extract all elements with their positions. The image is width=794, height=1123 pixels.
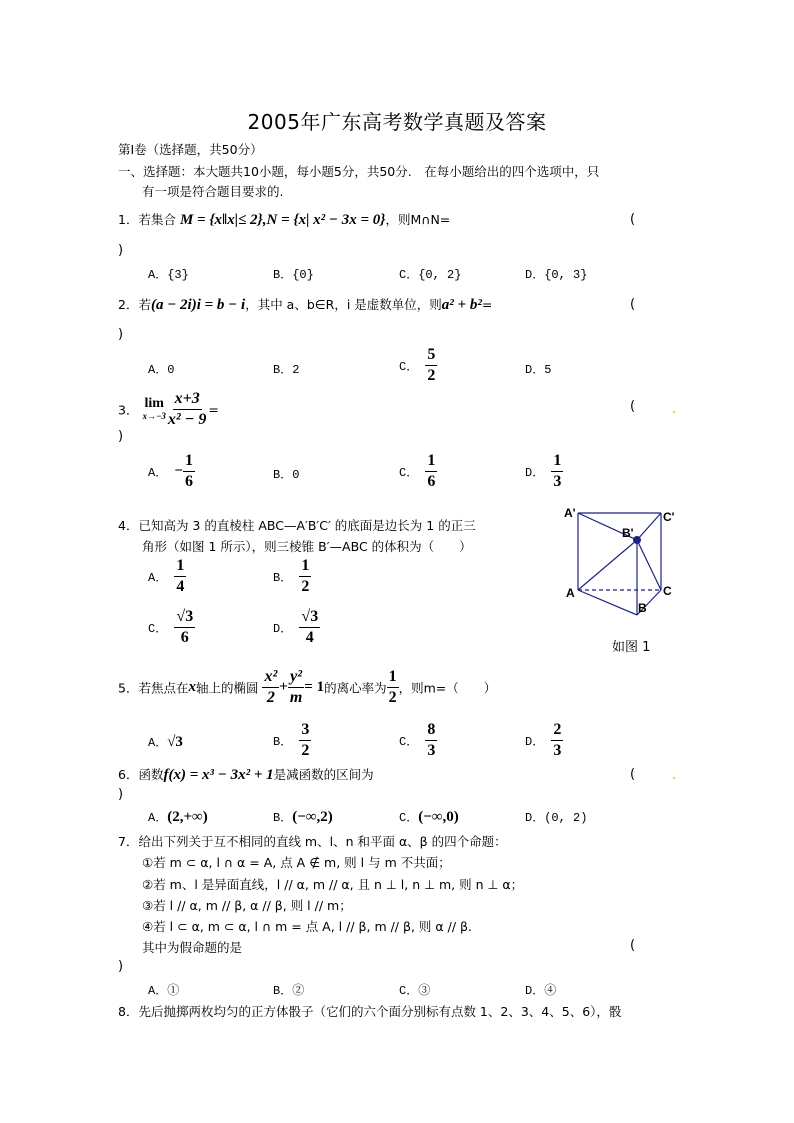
figure-caption: 如图 1 — [612, 640, 651, 655]
option-a[interactable]: A．√3 — [148, 734, 183, 750]
section-heading: 第Ⅰ卷（选择题，共50分） — [118, 142, 263, 157]
option-c[interactable]: C． $\frac{1}{6}$ — [399, 452, 436, 490]
question-2 — [118, 295, 492, 314]
option-b[interactable]: B．② — [273, 984, 305, 998]
question-7-prompt: 其中为假命题的是 — [142, 940, 243, 955]
fraction: $\frac{x+3}{\text{x² − 9}}$ — [167, 390, 207, 428]
question-text: 若集合 — [138, 212, 176, 227]
proposition-1: ①若 m ⊂ α, l ∩ α = A, 点 A ∉ m, 则 l 与 m 不共面； — [142, 855, 451, 870]
answer-paren-open: ( — [630, 767, 636, 782]
question-text: = — [481, 297, 493, 312]
prism-figure — [560, 500, 690, 630]
vertex-label-b: B — [638, 601, 647, 615]
fraction: $\frac{1}{2}$ — [301, 557, 310, 595]
fraction: $\frac{8}{3}$ — [427, 721, 436, 759]
vertex-label-c: C — [663, 584, 672, 598]
question-text: ，则M∩N= — [385, 212, 451, 227]
question-1 — [118, 210, 450, 229]
fraction: $\frac{1}{6}$ — [184, 452, 193, 490]
option-c[interactable]: C．③ — [399, 984, 431, 998]
proposition-4: ④若 l ⊂ α, m ⊂ α, l ∩ m = 点 A, l // β, m // β, 则 α // β. — [142, 919, 472, 934]
option-a[interactable]: A．(2,+∞) — [148, 809, 208, 825]
option-a[interactable]: A． − $\frac{1}{6}$ — [148, 452, 193, 490]
fraction: $\frac{3}{2}$ — [301, 721, 310, 759]
proposition-2: ②若 m、l 是异面直线，l // α, m // α, 且 n ⊥ l, n ⊥ m, 则 n ⊥ α； — [142, 877, 524, 892]
question-3 — [118, 390, 219, 429]
answer-paren-close: ) — [118, 959, 124, 974]
option-d[interactable]: D．{0, 3} — [525, 268, 588, 282]
option-c[interactable]: C． $\frac{8}{3}$ — [399, 721, 436, 759]
option-d[interactable]: D． $\frac{1}{3}$ — [525, 452, 562, 490]
answer-paren-close: ) — [118, 327, 124, 342]
option-c[interactable]: C． $\frac{√3}{6}$ — [148, 608, 194, 646]
instructions-line-2: 有一项是符合题目要求的. — [142, 184, 284, 199]
option-c[interactable]: C．(−∞,0) — [399, 809, 459, 825]
question-8: 8．先后抛掷两枚均匀的正方体骰子（它们的六个面分别标有点数 1、2、3、4、5、6），骰 — [118, 1004, 622, 1019]
question-7-stem: 7．给出下列关于互不相同的直线 m、l、n 和平面 α、β 的四个命题： — [118, 834, 507, 849]
fraction: $\frac{√3}{6}$ — [176, 608, 194, 646]
option-b[interactable]: B．{0} — [273, 268, 314, 282]
fraction: $\frac{1}{3}$ — [553, 452, 562, 490]
question-text: 若 — [138, 297, 151, 312]
question-number: 2． — [118, 297, 139, 312]
option-a[interactable]: A．① — [148, 984, 180, 998]
answer-paren-close: ) — [118, 787, 124, 802]
option-b[interactable]: B． $\frac{1}{2}$ — [273, 557, 310, 595]
question-number: 3． — [118, 402, 139, 418]
option-d[interactable]: D．④ — [525, 984, 557, 998]
vertex-b-prime-dot — [633, 536, 641, 544]
option-a[interactable]: A．0 — [148, 363, 175, 377]
math-expression: (a − 2i)i = b − i — [150, 297, 246, 313]
answer-paren-close: ) — [118, 429, 124, 444]
question-5: 5．若焦点在x轴上的椭圆 $\frac{\text{x²}}{2}$ + $\frac{\text{y²}}{m}$ = 1的离心率为 $\frac{1}{2}$ ，则m=（ ） — [118, 668, 497, 706]
fraction: $\frac{√3}{4}$ — [301, 608, 319, 646]
option-a[interactable]: A． $\frac{1}{4}$ — [148, 557, 185, 595]
option-a[interactable]: A．{3} — [148, 268, 189, 282]
question-4-line-1: 4．已知高为 3 的直棱柱 ABC—A′B′C′ 的底面是边长为 1 的正三 — [118, 518, 476, 533]
option-b[interactable]: B． $\frac{3}{2}$ — [273, 721, 310, 759]
option-d[interactable]: D．5 — [525, 363, 552, 377]
question-text: ，其中 a、b∈R，i 是虚数单位，则 — [245, 297, 442, 312]
answer-paren-close: ) — [118, 243, 124, 258]
answer-paren-open: ( — [630, 297, 636, 312]
math-expression: a² + b² — [441, 297, 482, 313]
fraction: $\frac{5}{2}$ — [427, 346, 436, 384]
fraction: $\frac{1}{2}$ — [388, 668, 397, 706]
option-c[interactable]: C． $\frac{5}{2}$ — [399, 346, 436, 384]
question-number: 1． — [118, 212, 139, 227]
option-d[interactable]: D． $\frac{2}{3}$ — [525, 721, 562, 759]
option-b[interactable]: B．2 — [273, 363, 300, 377]
vertex-label-a: A — [566, 586, 575, 600]
math-expression: f(x) = x³ − 3x² + 1 — [163, 767, 274, 783]
stray-dot — [673, 411, 675, 413]
instructions-line-1: 一、选择题：本大题共10小题，每小题5分，共50分. 在每小题给出的四个选项中，只 — [118, 164, 600, 179]
option-d[interactable]: D． $\frac{√3}{4}$ — [273, 608, 319, 646]
question-4-line-2: 角形（如图 1 所示），则三棱锥 B′—ABC 的体积为（ ） — [142, 539, 472, 554]
fraction: $\frac{1}{4}$ — [176, 557, 185, 595]
question-text: = — [208, 402, 219, 417]
answer-paren-open: ( — [630, 212, 636, 227]
vertex-label-a-prime: A' — [564, 506, 576, 520]
page-title: 2005年广东高考数学真题及答案 — [247, 110, 547, 134]
stray-dot — [673, 777, 675, 779]
proposition-3: ③若 l // α, m // β, α // β, 则 l // m； — [142, 898, 352, 913]
fraction: $\frac{\text{x²}}{2}$ — [264, 668, 278, 706]
option-d[interactable]: D．(0, 2) — [525, 811, 588, 825]
math-expression: M = {x‖x|≤ 2},N = {x| x² − 3x = 0} — [179, 212, 386, 228]
option-b[interactable]: B．0 — [273, 468, 300, 482]
answer-paren-open: ( — [630, 399, 636, 414]
fraction: $\frac{2}{3}$ — [553, 721, 562, 759]
limit-operator: lim x→−3 — [142, 395, 166, 421]
answer-paren-open: ( — [630, 938, 636, 953]
fraction: $\frac{\text{y²}}{m}$ — [289, 668, 303, 706]
option-c[interactable]: C．{0, 2} — [399, 268, 462, 282]
fraction: $\frac{1}{6}$ — [427, 452, 436, 490]
question-6: 6．函数f(x) = x³ − 3x² + 1是减函数的区间为 — [118, 767, 374, 783]
vertex-label-b-prime: B' — [622, 526, 634, 540]
vertex-label-c-prime: C' — [663, 510, 675, 524]
option-b[interactable]: B．(−∞,2) — [273, 809, 333, 825]
